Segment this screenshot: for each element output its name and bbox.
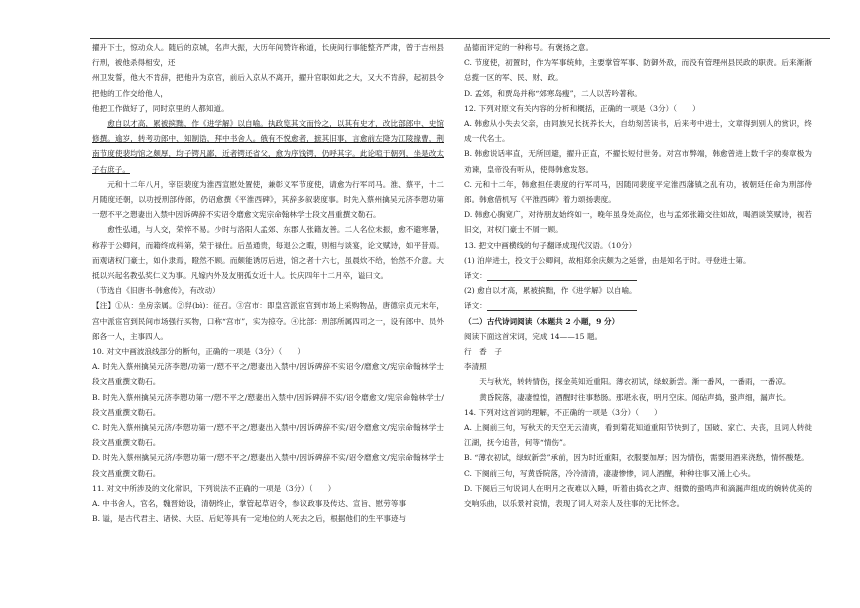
section-intro: 阅读下面这首宋词，完成 14——15 题。: [464, 331, 603, 341]
option-12b: B. 韩愈说话率直，无所回避，擢升正直，不擢长短付世务。对宫市弊端，韩愈曾进上数千字的奏章极为劝谏，皇帝没有听从，使得韩愈发怒。: [464, 149, 812, 174]
option-12c: C. 元和十二年，韩愈担任裴度的行军司马，因随同裴度平定淮西藩镇之乱有功，被朝廷任命为刑部侍郎。韩愈借机写《平淮西碑》着力颂扬裴度。: [464, 179, 812, 205]
right-column: [464, 40, 812, 511]
question-10: 10. 对文中画波浪线部分的断句，正确的一项是（3分）（ ）: [92, 347, 305, 357]
option-10b: B. 时先入蔡州擒吴元济李愬功第一/愬不平之/愬妻出入禁中/因诉碑辞不实/诏令磨愈文/宪宗命翰林学士/段文昌重撰文勒石。: [92, 392, 444, 417]
question-13: 13. 把文中画横线的句子翻译成现代汉语。（10分）: [464, 240, 637, 250]
footnote: 【注】①从：坐房亲属。②舁(bì)：征召。③宫市：即皇宫派宦官到市场上采购物品，唐德宗贞元末年，宫中派宦官到民间市场强行买物，口称“宫市”，实为掠夺。④比部：刑部所属四司之一，设有郎中、员外郎各一人，主事四人。: [92, 301, 444, 341]
passage-para: 元和十二年八月，宰臣裴度为淮西宣慰处置使，兼彰义军节度使，请愈为行军司马。淮、蔡平，十二月随度还朝，以功授刑部侍郎，仍诏愈撰《平淮西碑》，其辞多叙裴度事。时先入蔡州擒吴元济李愬功第一愬不平之愬妻出入禁中因诉碑辞不实诏令磨愈文宪宗命翰林学士段文昌重撰文勒石。: [92, 179, 444, 220]
option-11a: A. 中书舍人，官名，魏晋始设，清朝终止，掌管起草诏令，参议政事及传达、宣旨、慰劳等事: [92, 499, 407, 509]
option-12a: A. 韩愈从小失去父亲，由同族兄长抚养长大，自幼刻苦读书，后来考中进士，文章得到别人的赏识，终成一代名士。: [464, 119, 812, 144]
answer-line-2[interactable]: 译文：: [464, 298, 812, 313]
option-14d: D. 下阕后三句说词人在明月之夜难以入睡，听着由捣衣之声、细微的蛩鸣声和滴漏声组成的婉转优美的交响乐曲，以乐景衬哀情，表现了词人对亲人及往事的无比怀念。: [464, 483, 812, 509]
poem-title: 行 香 子: [464, 347, 502, 357]
option-10c: C. 时先入蔡州擒吴元济/李愬功第一/愬不平之/愬妻出入禁中/因诉碑辞不实/诏令磨愈文/宪宗命翰林学士段文昌重撰文勒石。: [92, 423, 444, 448]
option-10a: A. 时先入蔡州擒吴元济李愬/功第一/愬不平之/愬妻出入禁中/因诉碑辞不实诏令/磨愈文/宪宗命翰林学士段文昌重撰文勒石。: [92, 362, 444, 387]
option-14b: B. “薄衣初试，绿蚁新尝”承前，因为时近重阳，衣服要加厚；因为情伤，需要用酒来浇愁，情怀酸楚。: [464, 453, 809, 463]
source-citation: （节选自《旧唐书·韩愈传》，有改动）: [92, 286, 220, 296]
section-heading: （二）古代诗词阅读（本题共 2 小题，9 分）: [464, 316, 620, 326]
option-11b-cont: 品德而评定的一种称号。有褒扬之意。: [464, 43, 594, 52]
poem-stanza-1: 天与秋光，转转情伤，探金英知近重阳。薄衣初试，绿蚁新尝。渐一番风，一番雨，一番凉。: [479, 377, 791, 387]
option-11b: B. 谥，是古代君主、诸侯、大臣、后妃等具有一定地位的人死去之后，根据他们的生平事迹与: [92, 514, 407, 524]
option-14a: A. 上阕前三句，写秋天的天空无云清爽，看到菊花知道重阳节快到了，国破、家亡、夫丧，且词人转徙江湖，抚今追昔，何等“情伤”。: [464, 423, 812, 448]
passage-para: 擢升下士，惊动众人。随后的京城，名声大振，大历年间赞许称道，长庚间行事能整齐严肃，曾于吉州县行刑，被他杀得相安，还: [92, 43, 444, 68]
option-11d: D. 孟郊，和贾岛并称“郊寒岛瘦”，二人以苦吟著称。: [464, 88, 642, 98]
poem-stanza-2: 黄昏院落，凄凄惶惶，酒醒时往事愁肠。那堪永夜，明月空床。闻砧声捣，蛩声细，漏声长。: [479, 392, 791, 402]
question-13-1: (1) 泊岸进士，投文于公卿间，故相郑余庆颇为之延誉，由是知名于时。寻登进士第。: [464, 255, 751, 265]
question-14: 14. 下列对这首词的理解，不正确的一项是（3分）（ ）: [464, 407, 662, 417]
header-rule: [90, 38, 830, 39]
question-13-2: (2) 愈自以才高，累被摈黜，作《进学解》以自喻。: [464, 286, 637, 296]
left-column: [92, 40, 444, 527]
passage-para-underlined: 愈自以才高，累被摈黜，作《进学解》以自喻。执政览其文而怜之，以其有史才，改比部郎中、史馆修撰。逾岁，转考功郎中、知制诰，拜中书舍人。俄有不悦愈者，摭其旧事，言愈前左降为江陵掾曹，荆南节度使裴均馆之颇厚，均子锷凡鄙，近者锷还省父，愈为序饯锷，仍呼其字。此论喧于朝列，坐是改太子右庶子。: [92, 119, 444, 174]
option-12d: D. 韩愈心胸宽广，对待朋友始终如一，晚年虽身处高位，也与孟郊张籍交往如故，喝酒谈笑赋诗，视若旧交，对权门豪士不屑一顾。: [464, 210, 812, 235]
passage-para: 州卫发誓，他大不肯辞，把他升为京官，前后入京从不离开，擢升官职如此之大，又大不肯辞，起初县令把他的工作交给他人，: [92, 73, 444, 98]
question-12: 12. 下列对原文有关内容的分析和概括，正确的一项是（3分）（ ）: [464, 103, 700, 113]
option-14c: C. 下阕前三句，写黄昏院落，冷冷清清，凄凄惨惨，词人酒醒，种种往事又涌上心头。: [464, 468, 756, 478]
poem-author: 李清照: [464, 362, 487, 372]
question-11: 11. 对文中所涉及的文化常识，下列说法不正确的一项是（3分）（ ）: [92, 483, 336, 493]
passage-para: 愈性弘通，与人交，荣悴不易。少时与洛阳人孟郊、东郡人张籍友善。二人名位未振，愈不避寒暑，称荐于公卿间，而籍终成科第，荣于禄仕。后虽通贵，每退公之暇，则相与谈宴，论文赋诗，如平昔焉。而观诸权门豪士，如仆隶焉，瞪然不顾。而颇能诱厉后进，馆之者十六七，虽晨炊不给，怡然不介意。大抵以兴起名教弘奖仁义为事。凡嫁内外及友朋孤女近十人。长庆四年十二月卒，谥曰文。: [92, 225, 444, 281]
passage-para: 他把工作做好了，同时京里的人都知道。: [92, 103, 229, 113]
answer-line-1[interactable]: 译文：: [464, 268, 812, 283]
option-11c: C. 节度使，初置时，作为军事统帅，主要掌管军事、防御外敌，而没有管理州县民政的职责。后来渐渐总揽一区的军、民、财、政。: [464, 58, 812, 83]
option-10d: D. 时先入蔡州擒吴元济/李愬功第一/愬不平之/愬妻出入禁中/因诉碑辞不实/诏令磨愈文/宪宗命翰林学士段文昌重撰文勒石。: [92, 453, 444, 478]
